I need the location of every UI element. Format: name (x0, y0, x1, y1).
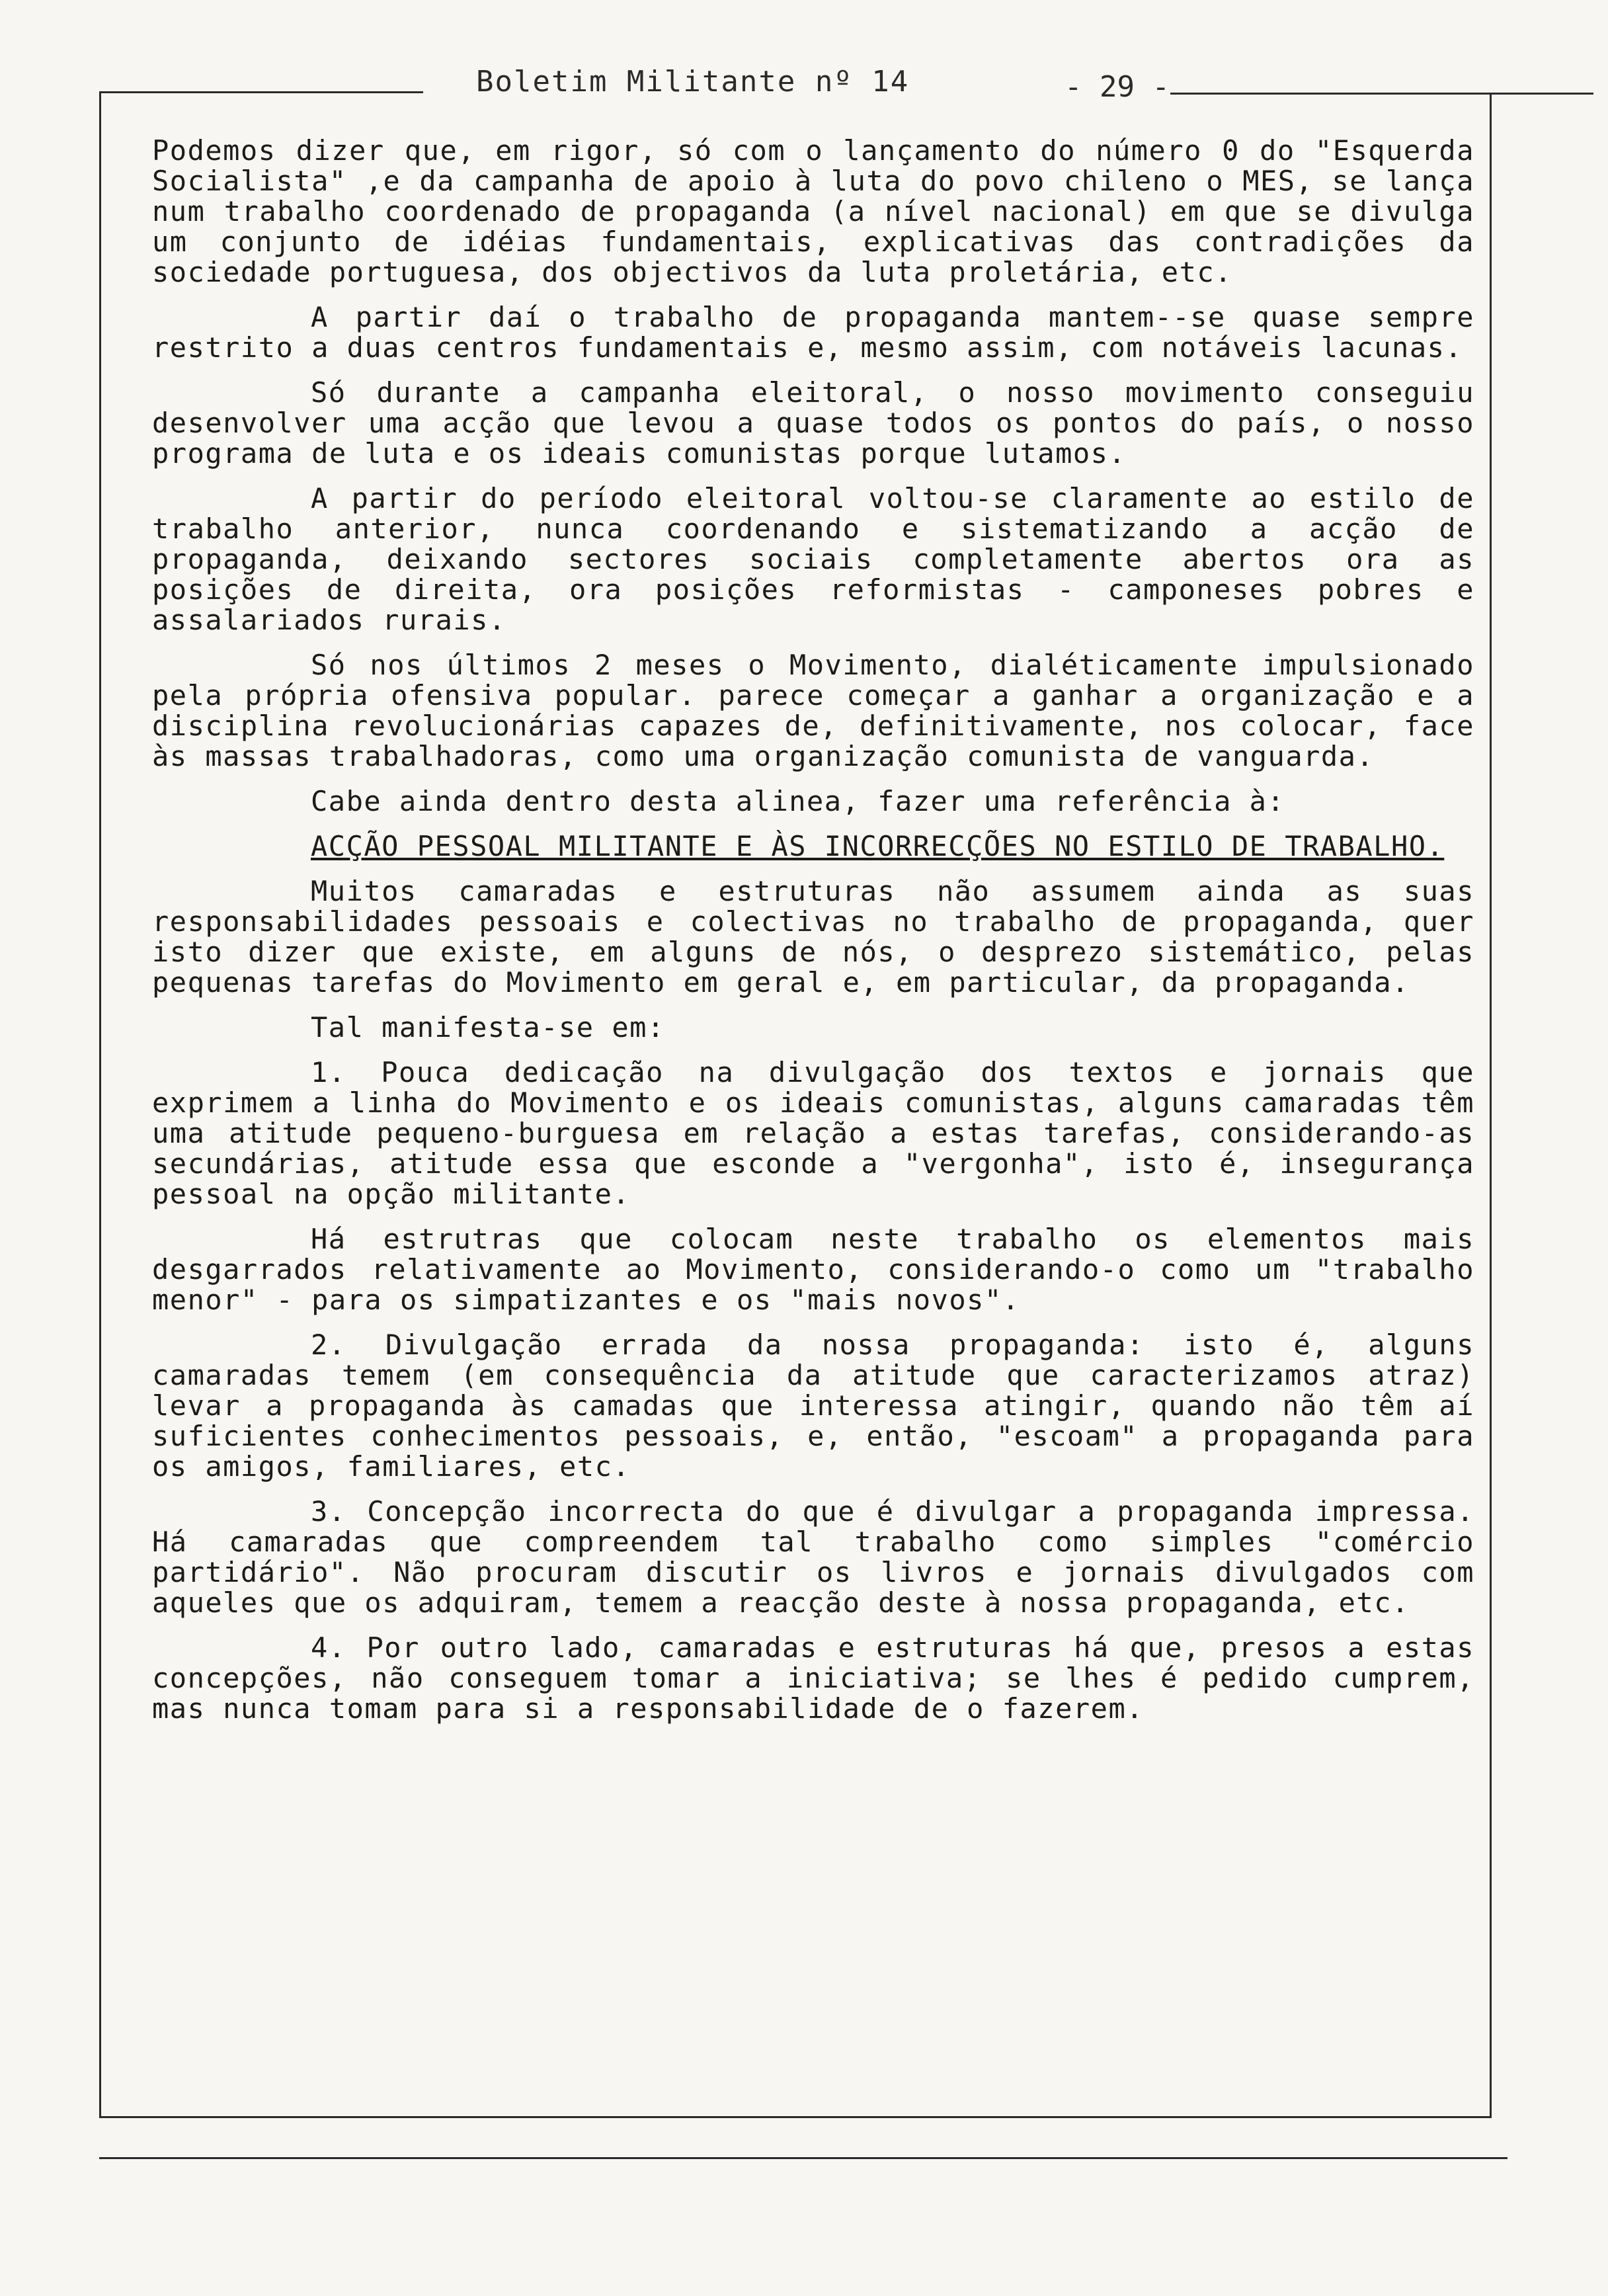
list-item: 4. Por outro lado, camaradas e estruturas há que, presos a estas concepções, não conseguem tomar a iniciativa; se lhes é pedido cumprem, mas nunca tomam para si a responsabilidade de o fazerem. (152, 1631, 1492, 1725)
paragraph: Muitos camaradas e estruturas não assumem ainda as suas responsabilidades pessoais e colectivas no trabalho de propaganda, quer isto dizer que existe, em alguns de nós, o desprezo sistemático, pelas pequenas tarefas do Movimento em geral e, em particular, da propaganda. (152, 875, 1492, 999)
page-number: - 29 - (1065, 70, 1170, 104)
paragraph: Podemos dizer que, em rigor, só com o lançamento do número 0 do "Esquerda Socialista" ,e da campanha de apoio à luta do povo chileno o MES, se lança num trabalho coordenado de propaganda (a nível nacional) em que se divulga um conjunto de idéias fundamentais, explicativas das contradições da sociedade portuguesa, dos objectivos da luta proletária, etc. (152, 134, 1492, 288)
paragraph: Cabe ainda dentro desta alinea, fazer uma referência à: (311, 785, 1285, 817)
paragraph: Só nos últimos 2 meses o Movimento, dialéticamente impulsionado pela própria ofensiva popular. parece começar a ganhar a organização e a disciplina revolucionárias capazes de, definitivamente, nos colocar, face às massas trabalhadoras, como uma organização comunista de vanguarda. (152, 649, 1492, 772)
paragraph: A partir daí o trabalho de propaganda mantem--se quase sempre restrito a duas centros fundamentais e, mesmo assim, com notáveis lacunas. (152, 301, 1492, 364)
paragraph: Só durante a campanha eleitoral, o nosso movimento conseguiu desenvolver uma acção que levou a quase todos os pontos do país, o nosso programa de luta e os ideais comunistas porque lutamos. (152, 376, 1492, 470)
bulletin-title: Boletim Militante nº 14 (476, 65, 910, 99)
list-item: 1. Pouca dedicação na divulgação dos textos e jornais que exprimem a linha do Movimento e os ideais comunistas, alguns camaradas têm uma atitude pequeno-burguesa em relação a estas tarefas, considerando-as secundárias, atitude essa que esconde a "vergonha", isto é, insegurança pessoal na opção militante. (152, 1056, 1492, 1210)
body-text (152, 134, 1492, 1739)
list-item: 2. Divulgação errada da nossa propaganda: isto é, alguns camaradas temem (em consequência da atitude que caracterizamos atraz) levar a propaganda às camadas que interessa atingir, quando não têm aí suficientes conhecimentos pessoais, e, então, "escoam" a propaganda para os amigos, familiares, etc. (152, 1329, 1492, 1483)
list-item: 3. Concepção incorrecta do que é divulgar a propaganda impressa. Há camaradas que compreendem tal trabalho como simples "comércio partidário". Não procuram discutir os livros e jornais divulgados com aqueles que os adquiram, temem a reacção deste à nossa propaganda, etc. (152, 1495, 1492, 1619)
section-heading: ACÇÃO PESSOAL MILITANTE E ÀS INCORRECÇÕES NO ESTILO DE TRABALHO. (311, 830, 1445, 862)
paragraph: Há estrutras que colocam neste trabalho os elementos mais desgarrados relativamente ao Movimento, considerando-o como um "trabalho menor" - para os simpatizantes e os "mais novos". (152, 1223, 1492, 1316)
paragraph: A partir do período eleitoral voltou-se claramente ao estilo de trabalho anterior, nunca coordenando e sistematizando a acção de propaganda, deixando sectores sociais completamente abertos ora as posições de direita, ora posições reformistas - camponeses pobres e assalariados rurais. (152, 482, 1492, 636)
paragraph: Tal manifesta-se em: (311, 1011, 665, 1044)
bottom-rule (99, 2157, 1508, 2159)
